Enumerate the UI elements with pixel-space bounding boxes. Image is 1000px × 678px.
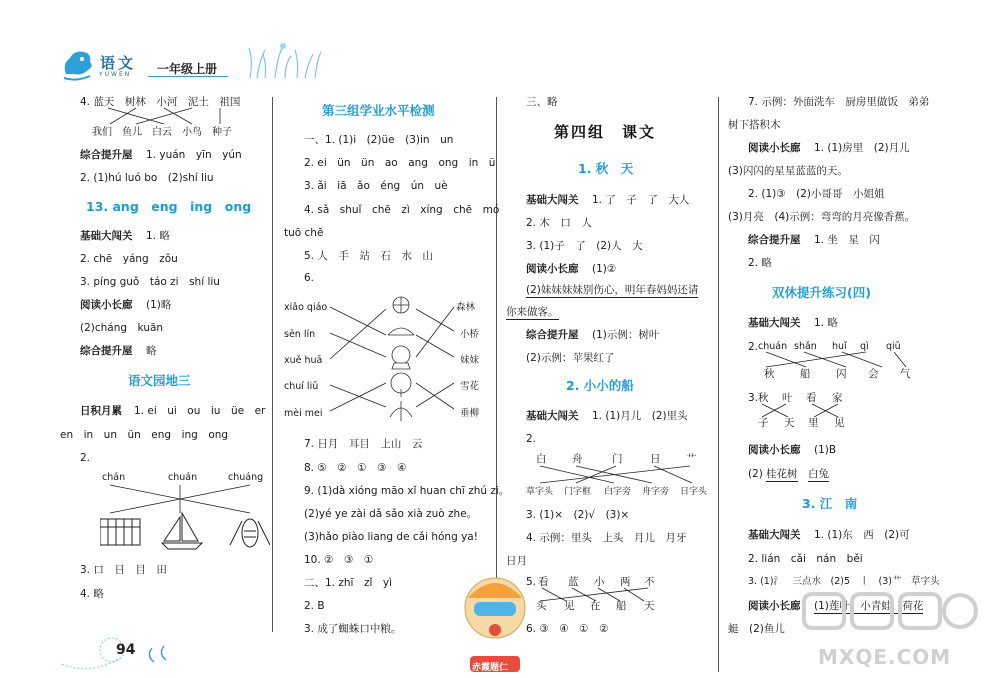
answer-line: (2)yé ye zài dǎ sǎo xià zuò zhe。	[304, 508, 478, 520]
unit-title: 第四组 课文	[554, 123, 657, 141]
answer-line: 2. 略	[748, 257, 772, 269]
answer-line: (2)妹妹妹妹别伤心，明年春妈妈还请	[526, 284, 699, 296]
char-item: 天	[784, 417, 795, 429]
char-item: 秋	[758, 392, 769, 404]
forest-icon	[391, 373, 411, 397]
char-item: 在	[590, 600, 601, 612]
q4-words: 4. 蓝天 树林 小河 泥土 祖国	[80, 96, 241, 108]
girl-icon	[392, 346, 410, 369]
answer-line: 2. ei ün ün ao ang ong in ü	[304, 157, 496, 169]
radical-item: 舟字旁	[642, 487, 670, 497]
pinyin-option: chuáng	[228, 472, 264, 483]
answer-line: 1. (1)东 西 (2)可	[814, 529, 910, 541]
answer-line: 日月	[506, 555, 527, 567]
answer-line: 1. yuán yīn yún	[146, 149, 242, 161]
char-item: 日	[650, 453, 661, 465]
char-item: 天	[644, 600, 655, 612]
answer-line: 二、1. zhī zǐ yì	[304, 577, 392, 589]
willow-icon	[390, 401, 412, 421]
answer-line: 3. (1)× (2)√ (3)×	[526, 509, 630, 521]
matching-lines	[762, 351, 912, 369]
grass-decoration-icon	[245, 40, 325, 80]
word-item: 小桥	[460, 329, 480, 340]
answer-line: 2. B	[304, 600, 325, 612]
watermark-text: MXQE.COM	[818, 645, 952, 669]
answer-line: 2. chē yáng zǒu	[80, 253, 178, 265]
answer-line: (3)月亮 (4)示例：弯弯的月亮像香蕉。	[728, 211, 916, 223]
section-title: 第三组学业水平检测	[322, 103, 435, 118]
section-label: 基础大闯关	[748, 317, 801, 329]
answer-line: 1. (1)月儿 (2)里头	[592, 410, 688, 422]
char-item: 艹	[686, 453, 697, 465]
pinyin-item: xuě huā	[284, 355, 323, 366]
pinyin-item: huǐ	[832, 341, 847, 352]
section-label: 日积月累	[80, 405, 122, 417]
answer-line: tuō chē	[284, 227, 324, 239]
word-item: 垂柳	[460, 408, 480, 419]
answer-line: 2.	[80, 452, 91, 464]
pinyin-item: xiǎo qiáo	[284, 302, 328, 313]
stamp-label: 赤霞题仁	[472, 663, 509, 673]
section-title: 双休提升练习(四)	[772, 285, 871, 300]
answer-line: 5.	[526, 576, 537, 588]
answer-line: 7. 日月 耳目 上山 云	[304, 438, 423, 450]
answer-line: 2. 木 口 人	[526, 217, 592, 229]
section-label: 基础大闯关	[526, 410, 579, 422]
pinyin-item: shǎn	[794, 341, 817, 352]
answer-line: 蜓 (2)鱼儿	[728, 623, 785, 635]
watermark-logo-icon	[800, 590, 980, 642]
char-item: 小	[594, 576, 605, 588]
answer-line: 2.	[526, 433, 537, 445]
answer-line: 3. ǎi iā ǎo éng ún uè	[304, 180, 448, 192]
char-item: 见	[834, 417, 845, 429]
underlined-answer: 白兔	[808, 468, 829, 480]
radical-item: 草字头	[526, 487, 554, 497]
section-label: 综合提升屋	[80, 345, 133, 357]
bed-icon	[100, 519, 140, 545]
underlined-answer: 桂花树	[766, 468, 798, 480]
section-label: 阅读小长廊	[748, 142, 801, 154]
answer-line: 3. píng guǒ táo zi shí liu	[80, 276, 220, 288]
pinyin-item: qì	[860, 341, 869, 352]
char-item: 头	[536, 600, 547, 612]
pinyin-item: qiǔ	[886, 341, 901, 352]
section-title: 语文园地三	[128, 373, 191, 388]
char-item: 不	[644, 576, 655, 588]
radical-item: 白字旁	[604, 487, 632, 497]
answer-line: 4. sǎ shuǐ chē zì xíng chē mó	[304, 204, 500, 216]
matching-lines	[534, 465, 709, 485]
char-item: 门	[612, 453, 623, 465]
answer-line: 6.	[304, 272, 315, 284]
radical-item: 门字框	[564, 487, 592, 497]
answer-line: 3. 成了蜘蛛口中粮。	[304, 623, 402, 635]
char-item: 舟	[572, 453, 583, 465]
pinyin-option: chuán	[168, 472, 198, 483]
answer-line: 4. 示例：里头 上头 月儿 月牙	[526, 532, 687, 544]
lesson-title: 2. 小小的船	[566, 378, 634, 393]
picture-matching	[328, 295, 458, 425]
word-item: 妹妹	[460, 355, 480, 366]
section-label: 综合提升屋	[526, 329, 579, 341]
answer-line: 6. ③ ④ ① ②	[526, 623, 609, 635]
answer-line: (1)略	[146, 299, 172, 311]
section-label: 综合提升屋	[80, 149, 133, 161]
answer-line: 3. (1)氵 三点水 (2)5 丨 (3)艹 草字头	[748, 576, 940, 587]
section-label: 基础大闯关	[80, 230, 133, 242]
char-item: 船	[616, 600, 627, 612]
char-item: 叶	[782, 392, 793, 404]
word-item: 森林	[456, 302, 476, 313]
char-item: 家	[832, 392, 843, 404]
answer-line: 1. 略	[146, 230, 170, 242]
pinyin-item: chuí liǔ	[284, 381, 319, 392]
answer-line: 2. (1)③ (2)小哥哥 小姐姐	[748, 188, 885, 200]
char-item: 子	[758, 417, 769, 429]
lesson-title: 1. 秋 天	[578, 161, 634, 176]
pinyin-option: chán	[102, 472, 126, 483]
header-rule	[148, 76, 228, 77]
section-label: 阅读小长廊	[526, 263, 579, 275]
answer-line: 2. (1)hú luó bo (2)shí liu	[80, 172, 214, 184]
bridge-icon	[388, 328, 414, 335]
answer-line: (2)	[748, 468, 763, 480]
answer-line: 1. 略	[814, 317, 838, 329]
snowflake-icon	[393, 297, 409, 313]
char-item: 船	[800, 368, 811, 380]
subject-title: 语文	[100, 54, 137, 72]
answer-line: (1)②	[592, 263, 617, 275]
pinyin-item: chuán	[758, 341, 788, 352]
pinyin-item: mèi mei	[284, 408, 323, 419]
answer-line: 1. 坐 星 闪	[814, 234, 880, 246]
answer-line: (2)cháng kuān	[80, 322, 164, 334]
q4-words-b: 我们 鱼儿 白云 小鸟 种子	[92, 127, 232, 138]
answer-line: 1. 了 子 了 大人	[592, 194, 690, 206]
answer-line: 5. 人 手 站 石 水 山	[304, 250, 433, 262]
section-label: 基础大闯关	[748, 529, 801, 541]
char-item: 两	[620, 576, 631, 588]
subject-pinyin: YUWEN	[99, 71, 132, 78]
answer-line: 略	[146, 345, 157, 357]
char-item: 闪	[836, 368, 847, 380]
answer-line: 你来做客。	[506, 306, 559, 318]
answer-line: 4. 略	[80, 588, 104, 600]
section-label: 阅读小长廊	[80, 299, 133, 311]
answer-line: 三、略	[526, 96, 558, 108]
answer-line: 一、1. (1)i (2)üe (3)in un	[304, 134, 454, 146]
char-item: 白	[536, 453, 547, 465]
page-number: 94	[116, 642, 136, 658]
picture-matching	[100, 483, 270, 553]
char-item: 里	[808, 417, 819, 429]
boat-icon	[162, 513, 202, 549]
answer-line: 7. 示例：外面洗车 厨房里做饭 弟弟	[748, 96, 930, 108]
answer-line: 2. lián cǎi nán běi	[748, 553, 863, 565]
char-item: 蓝	[568, 576, 579, 588]
column-divider	[272, 97, 273, 632]
answer-line: 2.	[748, 341, 759, 353]
answer-line: 9. (1)dà xióng māo xǐ huan chī zhú zi。	[304, 485, 510, 497]
answer-line: 1. ei ui ou iu üe er	[134, 405, 266, 417]
answer-line: (3)闪闪的星星蓝蓝的天。	[728, 165, 848, 177]
char-item: 看	[806, 392, 817, 404]
answer-line: 3.	[748, 392, 759, 404]
answer-line: 10. ② ③ ①	[304, 554, 374, 566]
char-item: 会	[868, 368, 879, 380]
answer-line: (1)B	[814, 444, 837, 456]
section-label: 基础大闯关	[526, 194, 579, 206]
answer-line: (1)莲叶 小青蛙 荷花	[814, 600, 924, 612]
lesson-title: 13. ang eng ing ong	[86, 199, 252, 214]
answer-line: 1. (1)房里 (2)月儿	[814, 142, 910, 154]
answer-line: en in un ün eng ing ong	[60, 429, 229, 441]
char-item: 看	[538, 576, 549, 588]
lesson-title: 3. 江 南	[802, 496, 858, 511]
answer-line: 树下搭积木	[728, 119, 781, 131]
grade-label: 一年级上册	[157, 62, 218, 76]
cicada-icon	[230, 519, 270, 547]
column-divider	[496, 97, 497, 632]
dragon-mascot-icon	[60, 44, 100, 84]
char-item: 见	[564, 600, 575, 612]
answer-line: 8. ⑤ ② ① ③ ④	[304, 462, 407, 474]
answer-line: 3. 口 日 目 田	[80, 564, 167, 576]
radical-item: 日字头	[680, 487, 708, 497]
answer-line: (2)示例：苹果红了	[526, 352, 615, 364]
matching-lines	[102, 107, 242, 125]
answer-line: (3)hǎo piào liang de cǎi hóng ya!	[304, 531, 478, 543]
section-label: 阅读小长廊	[748, 600, 801, 612]
char-item: 秋	[764, 368, 775, 380]
word-item: 雪花	[460, 381, 480, 392]
column-divider	[718, 97, 719, 672]
answer-line: 3. (1)子 了 (2)人 大	[526, 240, 643, 252]
section-label: 阅读小长廊	[748, 444, 801, 456]
answer-line: (1)示例：树叶	[592, 329, 660, 341]
char-item: 气	[900, 368, 911, 380]
pinyin-item: sēn lín	[284, 329, 316, 340]
page-header	[0, 0, 1000, 95]
section-label: 综合提升屋	[748, 234, 801, 246]
